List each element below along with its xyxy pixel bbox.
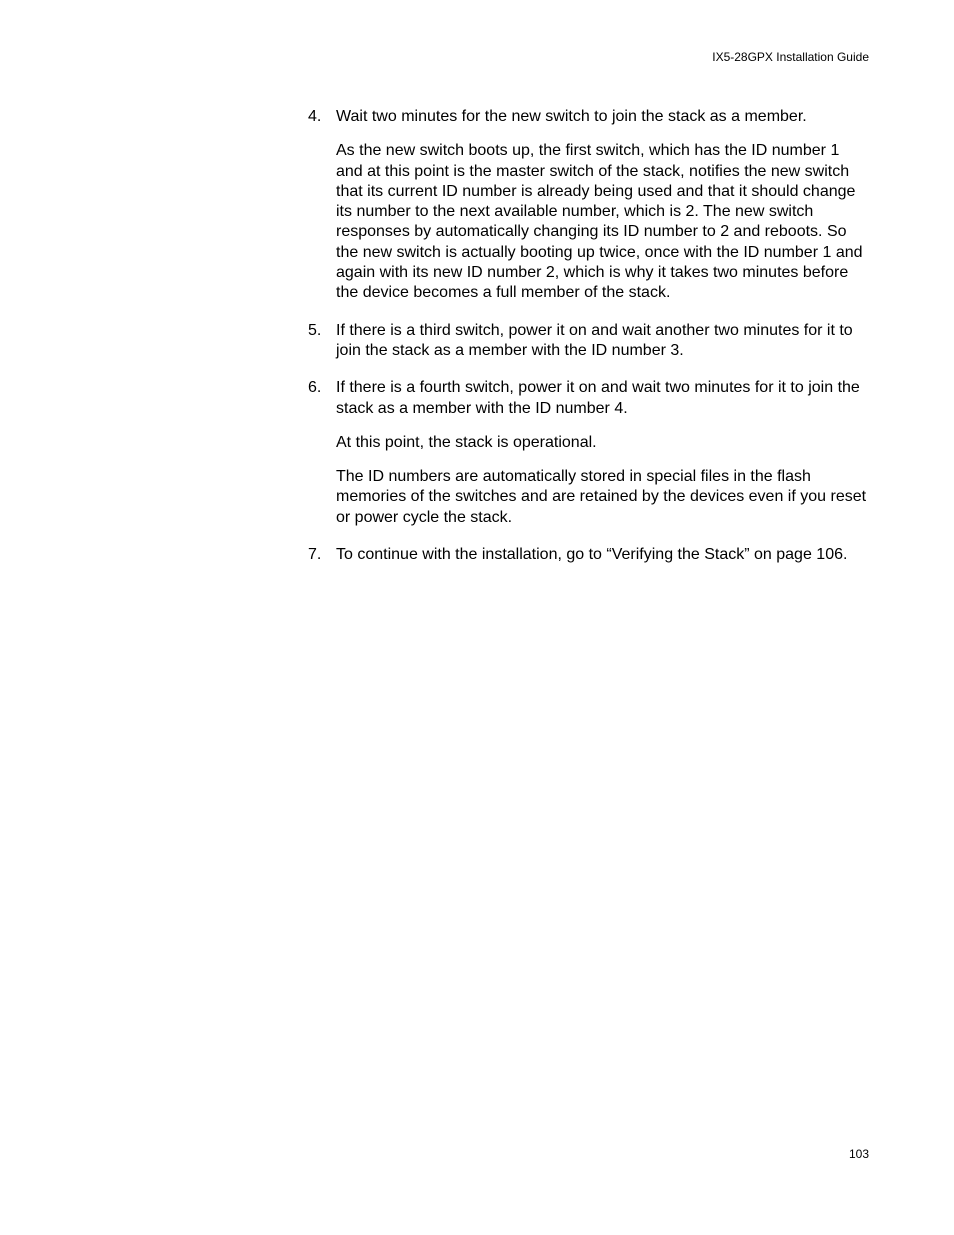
step-body — [336, 107, 868, 304]
step-6 — [308, 378, 868, 528]
procedure-steps — [308, 107, 868, 582]
page-number: 103 — [848, 1147, 869, 1161]
step-paragraph: At this point, the stack is operational. — [336, 433, 597, 451]
step-paragraph: If there is a third switch, power it on and wait another two minutes for it to join the stack as a member with the ID number 3. — [336, 321, 853, 359]
step-number: 5. — [308, 321, 322, 339]
step-paragraph: If there is a fourth switch, power it on and wait two minutes for it to join the stack as a member with the ID number 4. — [336, 379, 860, 417]
step-number: 4. — [308, 108, 322, 125]
step-paragraph: As the new switch boots up, the first switch, which has the ID number 1 and at this point is the master switch of the stack, notifies the new switch that its current ID number is already being used and that it should change its number to the next available number, which is 2. The new switch responses by automatically changing its ID number to 2 and reboots. So the new switch is actually booting up twice, once with the ID number 1 and again with its new ID number 2, which is why it takes two minutes before the device becomes a full member of the stack. — [336, 142, 863, 302]
step-body — [336, 545, 868, 565]
running-header: IX5-28GPX Installation Guide — [712, 50, 869, 64]
step-5 — [308, 321, 868, 362]
step-body — [336, 321, 868, 362]
step-7 — [308, 545, 868, 565]
step-paragraph: To continue with the installation, go to “Verifying the Stack” on page 106. — [336, 546, 848, 564]
step-4 — [308, 107, 868, 304]
step-paragraph: The ID numbers are automatically stored in special files in the flash memories of the switches and are retained by the devices even if you reset or power cycle the stack. — [336, 468, 867, 526]
step-number: 6. — [308, 379, 322, 397]
step-number: 7. — [308, 546, 322, 564]
step-body — [336, 378, 868, 528]
step-paragraph: Wait two minutes for the new switch to join the stack as a member. — [336, 108, 807, 125]
